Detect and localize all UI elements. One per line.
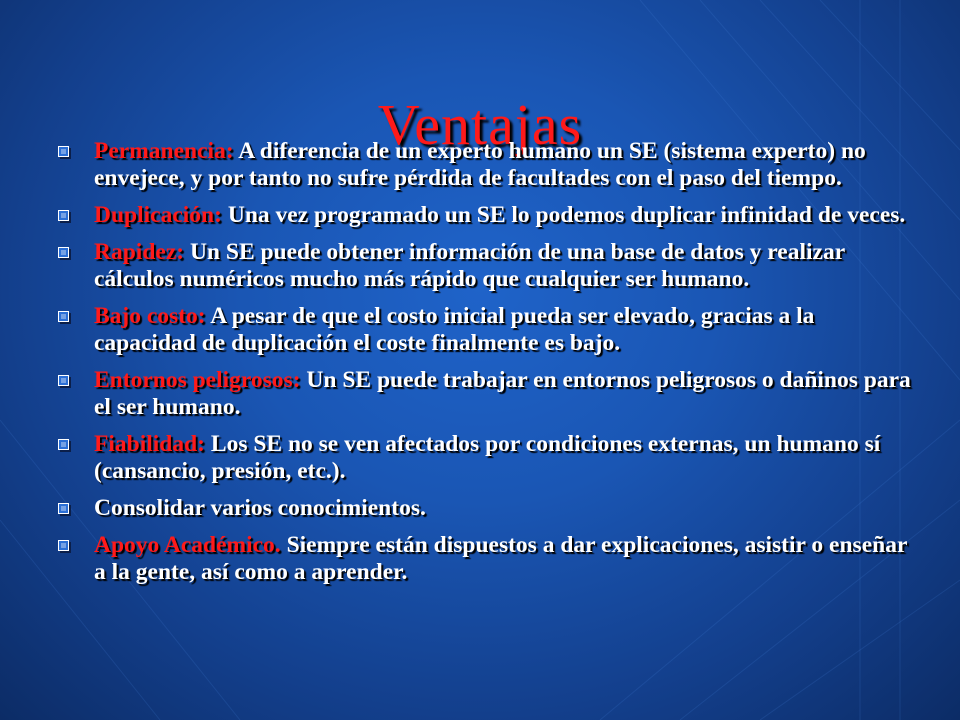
square-bullet-icon [58,367,94,394]
slide-title: Ventajas [377,91,583,157]
item-term: Duplicación: [94,202,222,228]
item-description: Una vez programado un SE lo podemos duplicar infinidad de veces. [221,202,906,228]
list-item [58,495,918,522]
list-item [58,239,918,293]
square-bullet-icon [58,239,94,266]
item-term: Fiabilidad: [94,431,206,457]
item-term: Rapidez: [94,239,185,265]
item-description: Siempre están dispuestos a dar explicaciones, asistir o enseñar a la gente, así como a aprender. [94,532,907,585]
item-term: Permanencia: [94,138,234,164]
list-item [58,367,918,421]
list-item [58,303,918,357]
square-bullet-icon [58,495,94,522]
item-description: Los SE no se ven afectados por condiciones externas, un humano sí (cansancio, presión, etc.). [94,431,881,484]
square-bullet-icon [58,431,94,458]
list-item [58,138,918,192]
list-item [58,431,918,485]
item-description: A pesar de que el costo inicial pueda ser elevado, gracias a la capacidad de duplicación el coste finalmente es bajo. [94,303,815,356]
item-term: Bajo costo: [94,303,206,329]
item-term: Entornos peligrosos: [94,367,301,393]
list-item [58,532,918,586]
square-bullet-icon [58,303,94,330]
item-description: A diferencia de un experto humano un SE (sistema experto) no envejece, y por tanto no sufre pérdida de facultades con el paso del tiempo. [94,138,866,191]
advantages-list [58,138,918,596]
square-bullet-icon [58,532,94,559]
square-bullet-icon [58,202,94,229]
list-item [58,202,918,229]
square-bullet-icon [58,138,94,165]
item-description: Consolidar varios conocimientos. [94,495,426,521]
item-description: Un SE puede obtener información de una base de datos y realizar cálculos numéricos mucho más rápido que cualquier ser humano. [94,239,845,292]
item-description: Un SE puede trabajar en entornos peligrosos o dañinos para el ser humano. [94,367,911,420]
item-term: Apoyo Académico. [94,532,281,558]
